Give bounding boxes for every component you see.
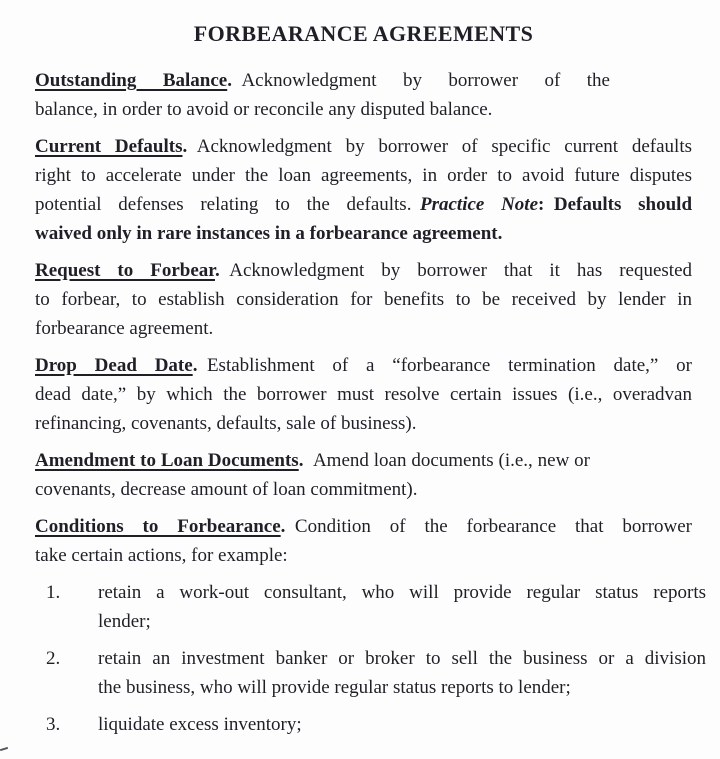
section-request-to-forbear [35, 256, 692, 343]
practice-note-label: Practice Note [420, 194, 539, 215]
text-line: retain an investment banker or broker to sell the business or a division [98, 648, 706, 669]
text-line: Establishment of a “forbearance termination date,” or [206, 355, 692, 376]
text-line: covenants, decrease amount of loan commitment). [35, 479, 418, 500]
section-heading: Outstanding Balance. [35, 70, 232, 91]
text-line: potential defenses relating to the defaults. Practice Note: Defaults should [35, 194, 693, 215]
section-heading: Drop Dead Date. [35, 355, 198, 376]
list-item-number: 3. [46, 714, 61, 735]
text-line: balance, in order to avoid or reconcile any disputed balance. [35, 99, 493, 120]
section-outstanding-balance [35, 66, 610, 124]
list-item [46, 710, 706, 739]
text-line: Amend loan documents (i.e., new or [312, 450, 591, 471]
section-current-defaults [35, 132, 692, 248]
section-heading: Conditions to Forbearance. [35, 516, 286, 537]
text-line: Acknowledgment by borrower that it has requested [229, 260, 693, 281]
text-line: Condition of the forbearance that borrower [294, 516, 693, 537]
text-line: retain a work-out consultant, who will provide regular status reports [98, 582, 706, 603]
section-heading: Request to Forbear. [35, 260, 220, 281]
list-item [46, 578, 706, 636]
list-item-number: 2. [46, 648, 61, 669]
section-drop-dead-date [35, 351, 692, 438]
conditions-list [35, 578, 706, 739]
list-item [46, 644, 706, 702]
section-heading: Amendment to Loan Documents. [35, 450, 304, 471]
text-line: liquidate excess inventory; [98, 714, 302, 735]
text-line: refinancing, covenants, defaults, sale of business). [35, 413, 417, 434]
section-heading: Current Defaults. [35, 136, 188, 157]
text-line: waived only in rare instances in a forbearance agreement. [35, 223, 503, 244]
text-line: to forbear, to establish consideration for benefits to be received by lender in [35, 289, 692, 310]
section-conditions-to-forbearance [35, 512, 692, 570]
text-line: forbearance agreement. [35, 318, 214, 339]
document-title: FORBEARANCE AGREEMENTS [193, 21, 534, 46]
text-line: Acknowledgment by borrower of the [241, 70, 610, 91]
section-amendment-to-loan-documents [35, 446, 590, 504]
text-line: take certain actions, for example: [35, 545, 288, 566]
text-line: lender; [98, 611, 151, 632]
text-line: right to accelerate under the loan agreements, in order to avoid future disputes [35, 165, 692, 186]
scan-artifact [0, 747, 8, 751]
text-line: Acknowledgment by borrower of specific current defaults [196, 136, 692, 157]
text-line: the business, who will provide regular status reports to lender; [98, 677, 571, 698]
text-line: dead date,” by which the borrower must resolve certain issues (i.e., overadvan [35, 384, 692, 405]
list-item-number: 1. [46, 582, 61, 603]
